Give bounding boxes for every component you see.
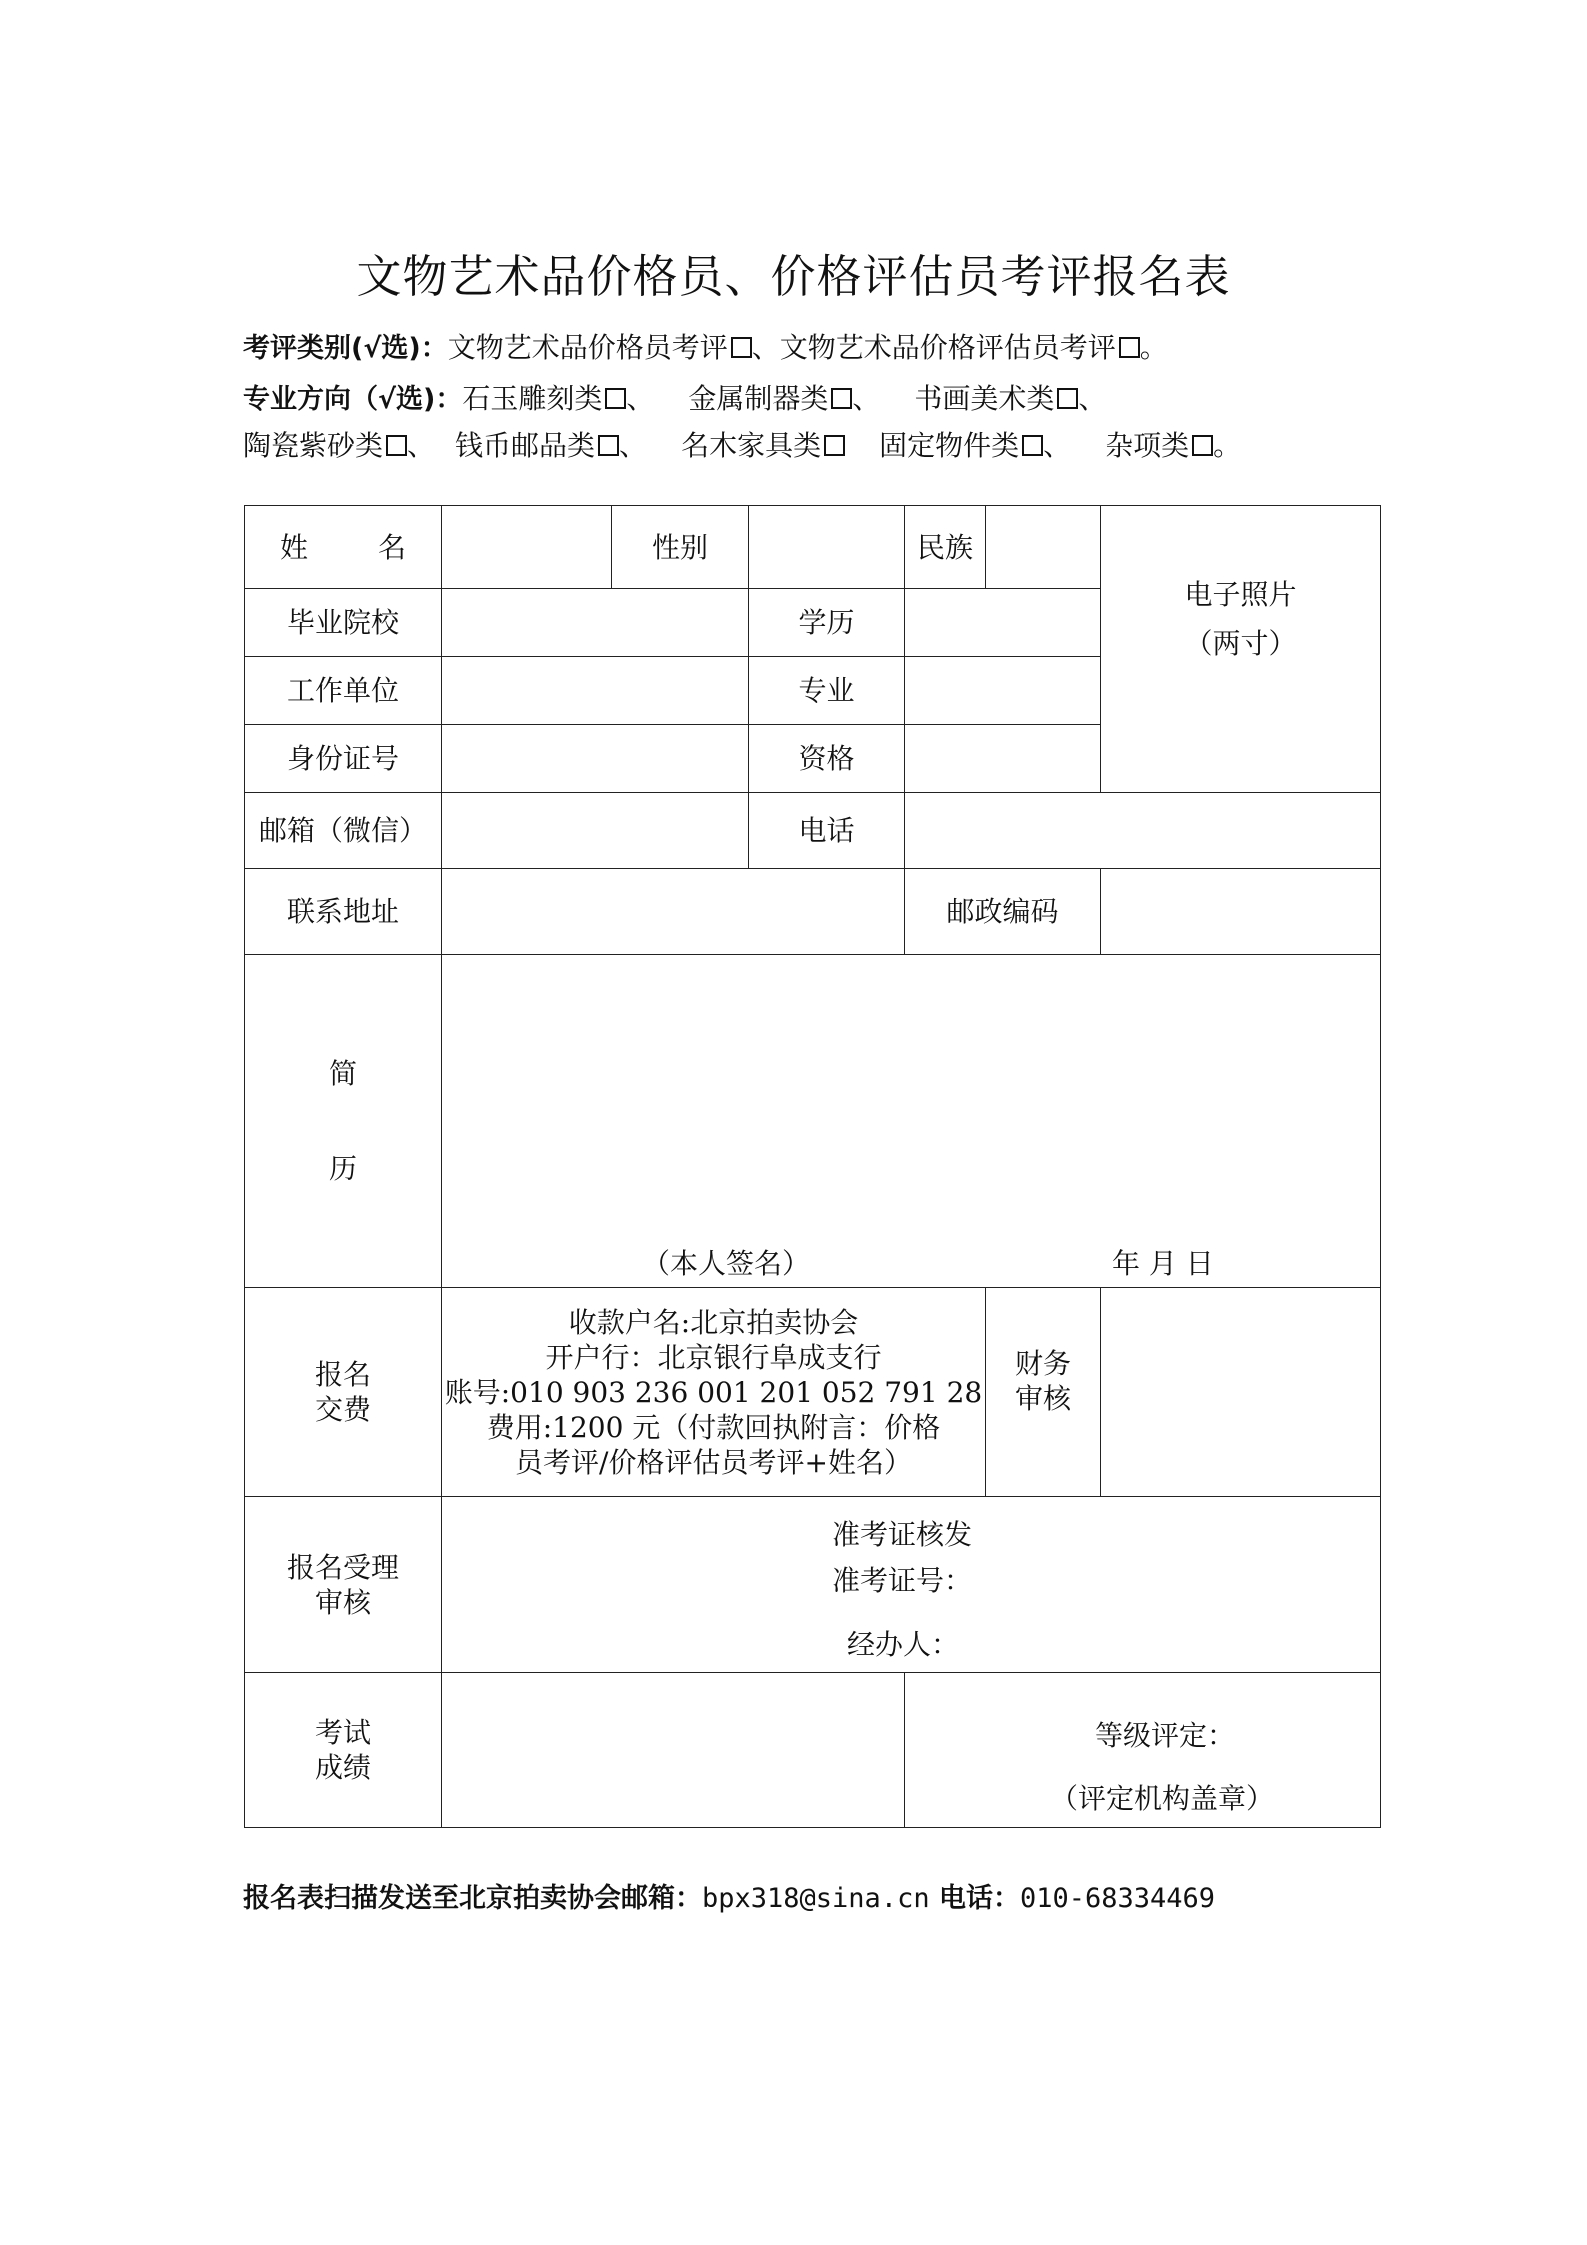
payment-line: 员考评/价格评估员考评+姓名） — [515, 1445, 912, 1479]
category-line: 考评类别(√选)：文物艺术品价格员考评 、文物艺术品价格评估员考评 。 — [243, 331, 1168, 364]
major-option: 金属制器类 — [688, 382, 829, 415]
postcode-field[interactable] — [1101, 869, 1381, 955]
checkbox-major[interactable] — [386, 435, 407, 456]
major-option: 陶瓷紫砂类 — [243, 429, 384, 462]
accept-field[interactable] — [442, 1497, 1381, 1673]
qualification-field[interactable] — [905, 725, 1101, 793]
checkbox-major[interactable] — [605, 388, 626, 409]
education-label: 学历 — [749, 589, 905, 657]
checkbox-major[interactable] — [1057, 388, 1078, 409]
school-label: 毕业院校 — [245, 589, 442, 657]
checkbox-category-1[interactable] — [731, 337, 752, 358]
gender-field[interactable] — [749, 506, 905, 589]
school-field[interactable] — [442, 589, 749, 657]
phone-field[interactable] — [905, 793, 1381, 869]
score-field[interactable] — [442, 1673, 905, 1828]
checkbox-major[interactable] — [598, 435, 619, 456]
grade-label: 等级评定： — [1095, 1719, 1236, 1752]
address-label: 联系地址 — [245, 869, 442, 955]
handler-label: 经办人： — [847, 1628, 960, 1661]
checkbox-major[interactable] — [831, 388, 852, 409]
photo-label: 电子照片 — [1184, 578, 1297, 611]
finance-label: 财务 审核 — [986, 1288, 1101, 1497]
email-field[interactable] — [442, 793, 749, 869]
checkbox-major[interactable] — [1022, 435, 1043, 456]
id-field[interactable] — [442, 725, 749, 793]
major-line-2: 陶瓷紫砂类 、 钱币邮品类 、 名木家具类 固定物件类 、 杂项类 。 — [243, 429, 1242, 462]
address-field[interactable] — [442, 869, 905, 955]
payment-line: 费用:1200 元（付款回执附言：价格 — [486, 1410, 941, 1444]
employer-label: 工作单位 — [245, 657, 442, 725]
admission-number: 准考证号： — [832, 1564, 973, 1597]
photo-area[interactable] — [1101, 506, 1381, 793]
major-line-1: 专业方向（√选)：石玉雕刻类 、 金属制器类 、 书画美术类 、 — [243, 382, 1107, 415]
category-label: 考评类别(√选)： — [243, 333, 448, 364]
name-field[interactable] — [442, 506, 612, 589]
finance-field[interactable] — [1101, 1288, 1381, 1497]
major-option: 钱币邮品类 — [455, 429, 596, 462]
major-option: 名木家具类 — [681, 429, 822, 462]
footer-note: 报名表扫描发送至北京拍卖协会邮箱：bpx318@sina.cn 电话：010-68334469 — [243, 1883, 1216, 1914]
category-option-1: 文物艺术品价格员考评 — [447, 331, 728, 364]
photo-size: （两寸） — [1184, 627, 1297, 660]
footer-phone: 010-68334469 — [1019, 1883, 1216, 1914]
payment-info — [442, 1288, 986, 1497]
ethnicity-field[interactable] — [986, 506, 1101, 589]
payment-line: 收款户名:北京拍卖协会 — [568, 1305, 859, 1339]
id-label: 身份证号 — [245, 725, 442, 793]
signature-label: （本人签名） — [642, 1247, 811, 1280]
specialty-label: 专业 — [749, 657, 905, 725]
major-option: 石玉雕刻类 — [462, 382, 603, 415]
footer-email[interactable]: bpx318@sina.cn — [702, 1883, 930, 1914]
major-option: 书画美术类 — [914, 382, 1055, 415]
qualification-label: 资格 — [749, 725, 905, 793]
major-label: 专业方向（√选)： — [243, 384, 463, 415]
major-option: 杂项类 — [1105, 429, 1190, 462]
grade-field[interactable] — [905, 1673, 1381, 1828]
ethnicity-label: 民族 — [905, 506, 986, 589]
resume-label: 简 历 — [245, 955, 442, 1288]
specialty-field[interactable] — [905, 657, 1101, 725]
checkbox-category-2[interactable] — [1119, 337, 1140, 358]
checkbox-major[interactable] — [824, 435, 845, 456]
payment-line: 账号:010 903 236 001 201 052 791 28 — [444, 1375, 983, 1409]
resume-field[interactable] — [442, 955, 1381, 1288]
name-label: 姓 名 — [245, 506, 442, 589]
fee-label: 报名 交费 — [245, 1288, 442, 1497]
date-label: 年 月 日 — [1112, 1247, 1214, 1280]
checkbox-major[interactable] — [1192, 435, 1213, 456]
accept-label: 报名受理 审核 — [245, 1497, 442, 1673]
employer-field[interactable] — [442, 657, 749, 725]
grade-seal: （评定机构盖章） — [1050, 1782, 1275, 1815]
gender-label: 性别 — [612, 506, 749, 589]
payment-line: 开户行：北京银行阜成支行 — [545, 1340, 882, 1374]
major-option: 固定物件类 — [879, 429, 1020, 462]
category-option-2: 文物艺术品价格评估员考评 — [779, 331, 1116, 364]
registration-form — [244, 505, 1380, 1827]
admission-issue: 准考证核发 — [832, 1518, 973, 1551]
postcode-label: 邮政编码 — [905, 869, 1101, 955]
phone-label: 电话 — [749, 793, 905, 869]
score-label: 考试 成绩 — [245, 1673, 442, 1828]
form-title: 文物艺术品价格员、价格评估员考评报名表 — [356, 250, 1231, 303]
email-label: 邮箱（微信） — [245, 793, 442, 869]
education-field[interactable] — [905, 589, 1101, 657]
